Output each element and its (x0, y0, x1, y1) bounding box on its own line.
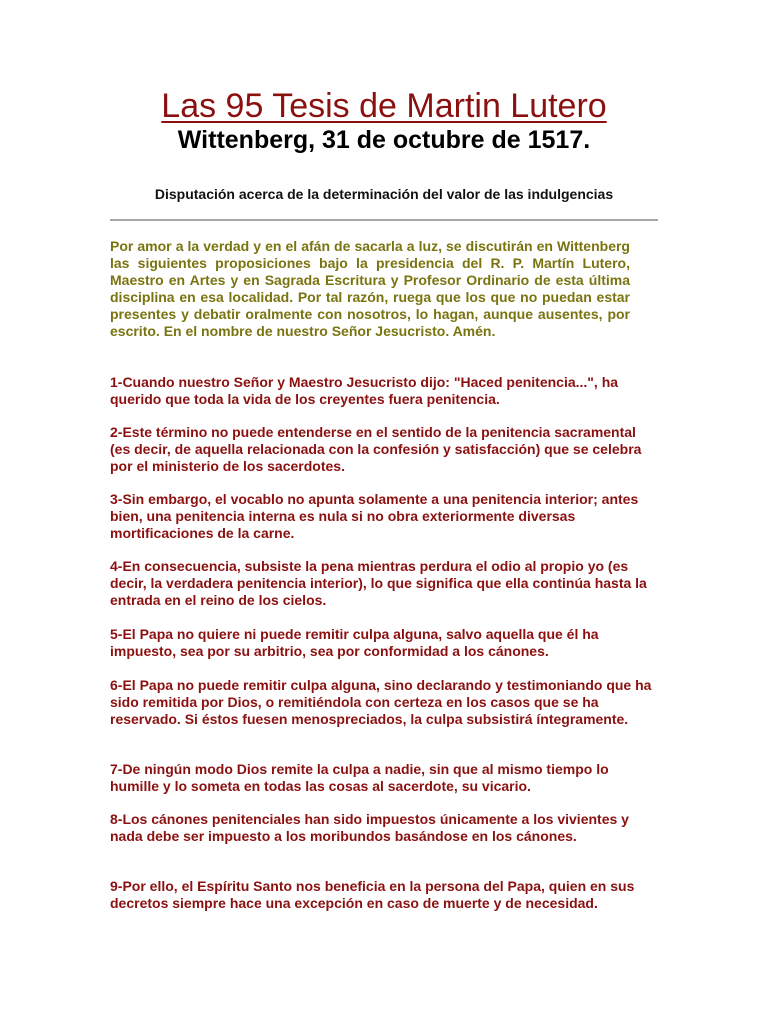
thesis-6: 6-El Papa no puede remitir culpa alguna, sino declarando y testimoniando que ha sido remitida por Dios, o remitiéndola con certeza en los casos que se ha reservado. Si éstos fuesen menospreciados, la culpa subsistirá íntegramente. (110, 677, 652, 727)
thesis-5: 5-El Papa no quiere ni puede remitir culpa alguna, salvo aquella que él ha impuesto, sea por su arbitrio, sea por conformidad a los cánones. (110, 626, 599, 659)
thesis-4: 4-En consecuencia, subsiste la pena mientras perdura el odio al propio yo (es decir, la verdadera penitencia interior), lo que significa que ella continúa hasta la entrada en el reino de los cielos. (110, 558, 647, 608)
thesis-2: 2-Este término no puede entenderse en el sentido de la penitencia sacramental (es decir, de aquella relacionada con la confesión y satisfacción) que se celebra por el ministerio de los sacerdotes. (110, 424, 642, 474)
section-heading: Disputación acerca de la determinación del valor de las indulgencias (154, 186, 614, 202)
thesis-3: 3-Sin embargo, el vocablo no apunta solamente a una penitencia interior; antes bien, una penitencia interna es nula si no obra exteriormente diversas mortificaciones de la carne. (110, 491, 639, 541)
document-title: Las 95 Tesis de Martin Lutero (161, 87, 607, 125)
intro-paragraph: Por amor a la verdad y en el afán de sacarla a luz, se discutirán en Wittenberg las siguientes proposiciones bajo la presidencia del R. P. Martín Lutero, Maestro en Artes y en Sagrada Escritura y Profesor Ordinario de esta última disciplina en esa localidad. Por tal razón, ruega que los que no puedan estar presentes y debatir oralmente con nosotros, lo hagan, aunque ausentes, por escrito. En el nombre de nuestro Señor Jesucristo. Amén. (110, 238, 630, 339)
horizontal-divider (110, 219, 658, 221)
thesis-1: 1-Cuando nuestro Señor y Maestro Jesucristo dijo: "Haced penitencia...", ha querido que toda la vida de los creyentes fuera penitencia. (110, 374, 619, 407)
document-subtitle: Wittenberg, 31 de octubre de 1517. (177, 126, 591, 154)
thesis-9: 9-Por ello, el Espíritu Santo nos beneficia en la persona del Papa, quien en sus decretos siempre hace una excepción en caso de muerte y de necesidad. (110, 878, 635, 911)
thesis-8: 8-Los cánones penitenciales han sido impuestos únicamente a los vivientes y nada debe ser impuesto a los moribundos basándose en los cánones. (110, 811, 629, 844)
thesis-7: 7-De ningún modo Dios remite la culpa a nadie, sin que al mismo tiempo lo humille y lo someta en todas las cosas al sacerdote, su vicario. (110, 761, 609, 794)
